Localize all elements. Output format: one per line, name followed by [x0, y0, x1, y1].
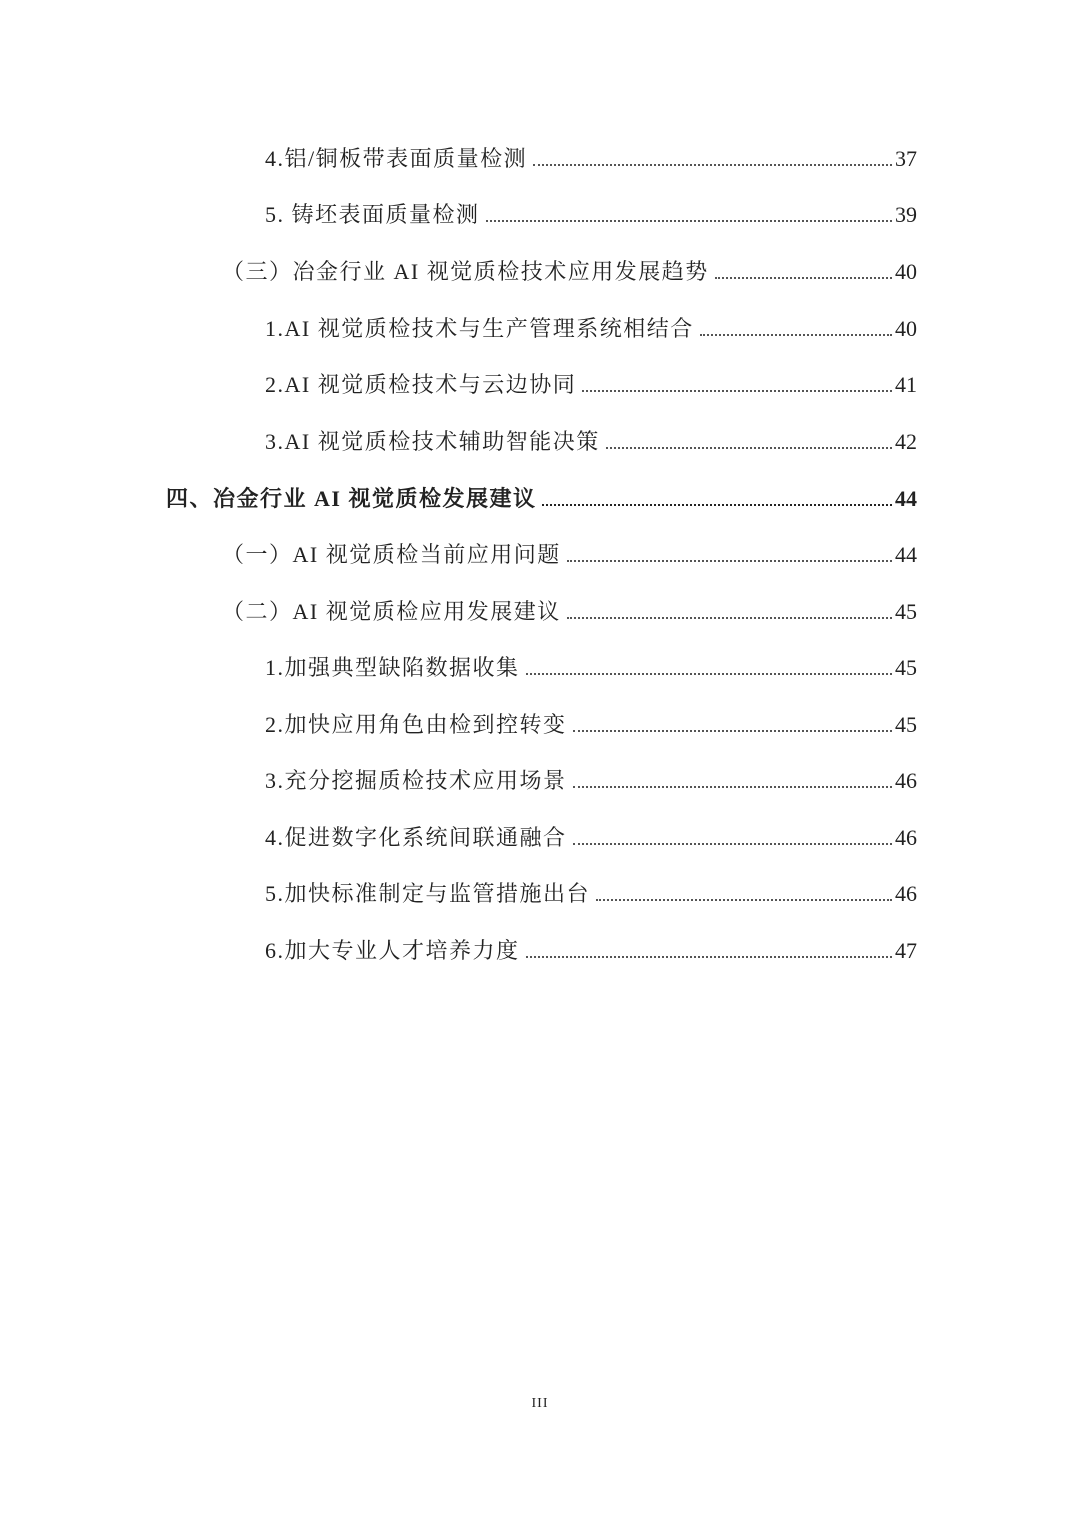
toc-chapter-entry	[166, 484, 917, 514]
toc-entry-page: 41	[895, 372, 917, 397]
dot-leader	[526, 956, 892, 958]
toc-entry-label: （三）冶金行业 AI 视觉质检技术应用发展趋势	[222, 259, 709, 284]
dot-leader	[567, 560, 892, 562]
toc-entry-label: （二）AI 视觉质检应用发展建议	[222, 599, 561, 624]
toc-entry	[265, 144, 917, 174]
toc-entry-page: 46	[895, 825, 917, 850]
toc-entry-page: 39	[895, 202, 917, 227]
dot-leader	[486, 220, 892, 222]
toc-entry-page: 45	[895, 655, 917, 680]
dot-leader	[582, 390, 892, 392]
toc-entry-page: 46	[895, 768, 917, 793]
toc-entry-page: 40	[895, 259, 917, 284]
toc-entry-label: 3.AI 视觉质检技术辅助智能决策	[265, 429, 600, 454]
page-number: III	[531, 1396, 549, 1411]
toc-entry	[222, 257, 917, 287]
toc-entry-label: 1.加强典型缺陷数据收集	[265, 655, 520, 680]
dot-leader	[533, 164, 892, 166]
toc-entry-label: 4.铝/铜板带表面质量检测	[265, 146, 528, 171]
dot-leader	[606, 447, 892, 449]
toc-entry	[265, 823, 917, 853]
toc-entry-page: 44	[895, 542, 917, 567]
toc-entry	[222, 540, 917, 570]
toc-entry	[265, 766, 917, 796]
dot-leader	[715, 277, 892, 279]
toc-entry	[265, 710, 917, 740]
toc-entry-page: 40	[895, 316, 917, 341]
toc-entry	[222, 597, 917, 627]
dot-leader	[573, 730, 892, 732]
toc-entry-page: 42	[895, 429, 917, 454]
toc-entry-label: 5. 铸坯表面质量检测	[265, 202, 480, 227]
toc-entry-label: 四、冶金行业 AI 视觉质检发展建议	[166, 486, 537, 511]
toc-entry-label: （一）AI 视觉质检当前应用问题	[222, 542, 561, 567]
toc-entry-page: 47	[895, 938, 917, 963]
toc-entry-page: 46	[895, 881, 917, 906]
toc-entry	[265, 427, 917, 457]
toc-entry-page: 44	[895, 486, 917, 511]
toc-entry-label: 5.加快标准制定与监管措施出台	[265, 881, 591, 906]
toc-entry	[265, 314, 917, 344]
dot-leader	[596, 899, 892, 901]
toc-entry-page: 37	[895, 146, 917, 171]
toc-entry	[265, 653, 917, 683]
dot-leader	[567, 617, 892, 619]
toc-entry-label: 3.充分挖掘质检技术应用场景	[265, 768, 567, 793]
toc-entry	[265, 936, 917, 966]
dot-leader	[573, 843, 892, 845]
toc-entry-label: 2.AI 视觉质检技术与云边协同	[265, 372, 577, 397]
toc-entry	[265, 200, 917, 230]
dot-leader	[700, 334, 892, 336]
dot-leader	[526, 673, 892, 675]
toc-entry-page: 45	[895, 599, 917, 624]
toc-entry	[265, 370, 917, 400]
dot-leader	[542, 504, 892, 506]
toc-entry-label: 2.加快应用角色由检到控转变	[265, 712, 567, 737]
toc-entry	[265, 879, 917, 909]
toc-entry-label: 1.AI 视觉质检技术与生产管理系统相结合	[265, 316, 694, 341]
toc-entry-label: 4.促进数字化系统间联通融合	[265, 825, 567, 850]
dot-leader	[573, 786, 892, 788]
toc-entry-label: 6.加大专业人才培养力度	[265, 938, 520, 963]
toc-entry-page: 45	[895, 712, 917, 737]
